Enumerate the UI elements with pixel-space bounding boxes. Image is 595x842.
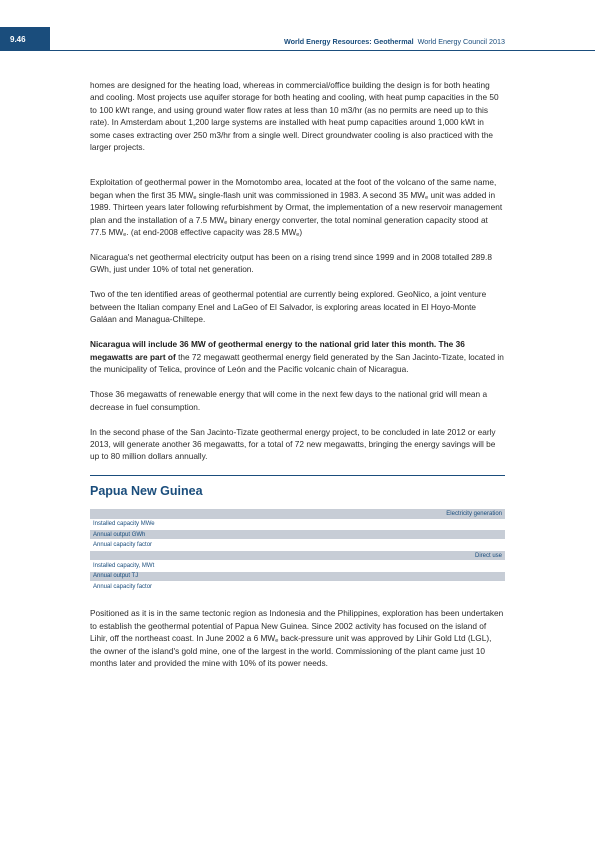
section-divider — [90, 475, 505, 476]
table-row: Annual output GWh — [90, 530, 505, 540]
table-group-header-electricity: Electricity generation — [90, 509, 505, 519]
paragraph-fuel-consumption: Those 36 megawatts of renewable energy that will come in the next few days to the national grid will mean a decrease in fuel consumption. — [90, 389, 488, 412]
paragraph-second-phase: In the second phase of the San Jacinto-Tizate geothermal energy project, to be concluded in late 2012 or early 2013, will generate another 36 megawatts, for a total of 72 new megawatts, bringing the energy savings will be up to 80 million dollars annually. — [90, 426, 496, 462]
table-group-header-direct-use: Direct use — [90, 551, 505, 561]
table-row: Annual capacity factor — [90, 582, 505, 592]
page-number: 9.46 — [10, 34, 26, 44]
table-row: Installed capacity, MWt — [90, 561, 505, 571]
paragraph-momotombo: Exploitation of geothermal power in the Momotombo area, located at the foot of the volcano of the same name, began when the first 35 $MW_e$ single-flash unit was commissioned in 1983. A second 35 $MW_e$ unit was added in 1989. Thirteen years later following refurbishment by Ormat, the implementation of a new reservoir management plan and the installation of a 7.5 $MW_e$ binary energy converter, the total nominal generation capacity stood at 77.5 $MW_e$. (at end-2008 effective capacity was 28.5 $MW_e$) — [90, 177, 503, 239]
publication-name: World Energy Council 2013 — [417, 37, 505, 46]
section-heading-papua-new-guinea: Papua New Guinea — [90, 484, 203, 499]
paragraph-national-grid: Nicaragua will include 36 MW of geothermal energy to the national grid later this month. The 36 megawatts are part of the 72 megawatt geothermal energy field generated by the San Jacinto-Tizate, located in the municipality of Telica, province of León and the Pacific volcanic chain of Nicaragua. — [90, 339, 504, 375]
main-content — [90, 79, 505, 682]
lead-bold-text: Nicaragua will include 36 MW of geothermal energy to the national grid later this month. The 36 megawatts are part of — [90, 339, 465, 362]
table-row: Installed capacity MWe — [90, 520, 505, 530]
paragraph-netherlands-heat-pumps: homes are designed for the heating load, whereas in commercial/office building the design is for both heating and cooling. Most projects use aquifer storage for both heating and cooling, with heat pump capacities in the 50 to 100 kWt range, and using ground water flow rates at less than 10 m3/hr (as no permits are need up to this rate). In Amsterdam about 1,200 large systems are installed with heat pump capacities around 1,000 kWt in some cases extracting over 250 m3/hr from a single well. Direct groundwater cooling is also practiced with the larger projects. — [90, 80, 499, 153]
paragraph-exploration-areas: Two of the ten identified areas of geothermal potential are currently being explored. GeoNico, a joint venture between the Italian company Enel and LaGeo of El Salvador, is exploring areas located in El Hoyo-Monte Galáan and Managua-Chiltepe. — [90, 289, 487, 325]
capacity-table — [90, 509, 505, 592]
publication-title: World Energy Resources: Geothermal — [283, 37, 414, 46]
paragraph-nicaragua-output: Nicaragua's net geothermal electricity output has been on a rising trend since 1999 and in 2008 totalled 289.8 GWh, just under 10% of total net generation. — [90, 252, 492, 275]
table-row: Annual output TJ — [90, 572, 505, 582]
header-rule — [50, 50, 595, 51]
table-row: Annual capacity factor — [90, 540, 505, 550]
running-header — [284, 37, 505, 46]
page-number-tab — [0, 27, 50, 51]
paragraph-papua-new-guinea: Positioned as it is in the same tectonic region as Indonesia and the Philippines, exploration has been undertaken to establish the geothermal potential of Papua New Guinea. Since 2002 activity has focused on the island of Lihir, off the northeast coast. In June 2002 a 6 $MW_e$ back-pressure unit was approved by Lihir Gold Ltd (LGL), the owner of the island's gold mine, one of the largest in the world. Commissioning of the plant came just 10 months later and provided the mine with 10% of its power needs. — [90, 608, 504, 669]
